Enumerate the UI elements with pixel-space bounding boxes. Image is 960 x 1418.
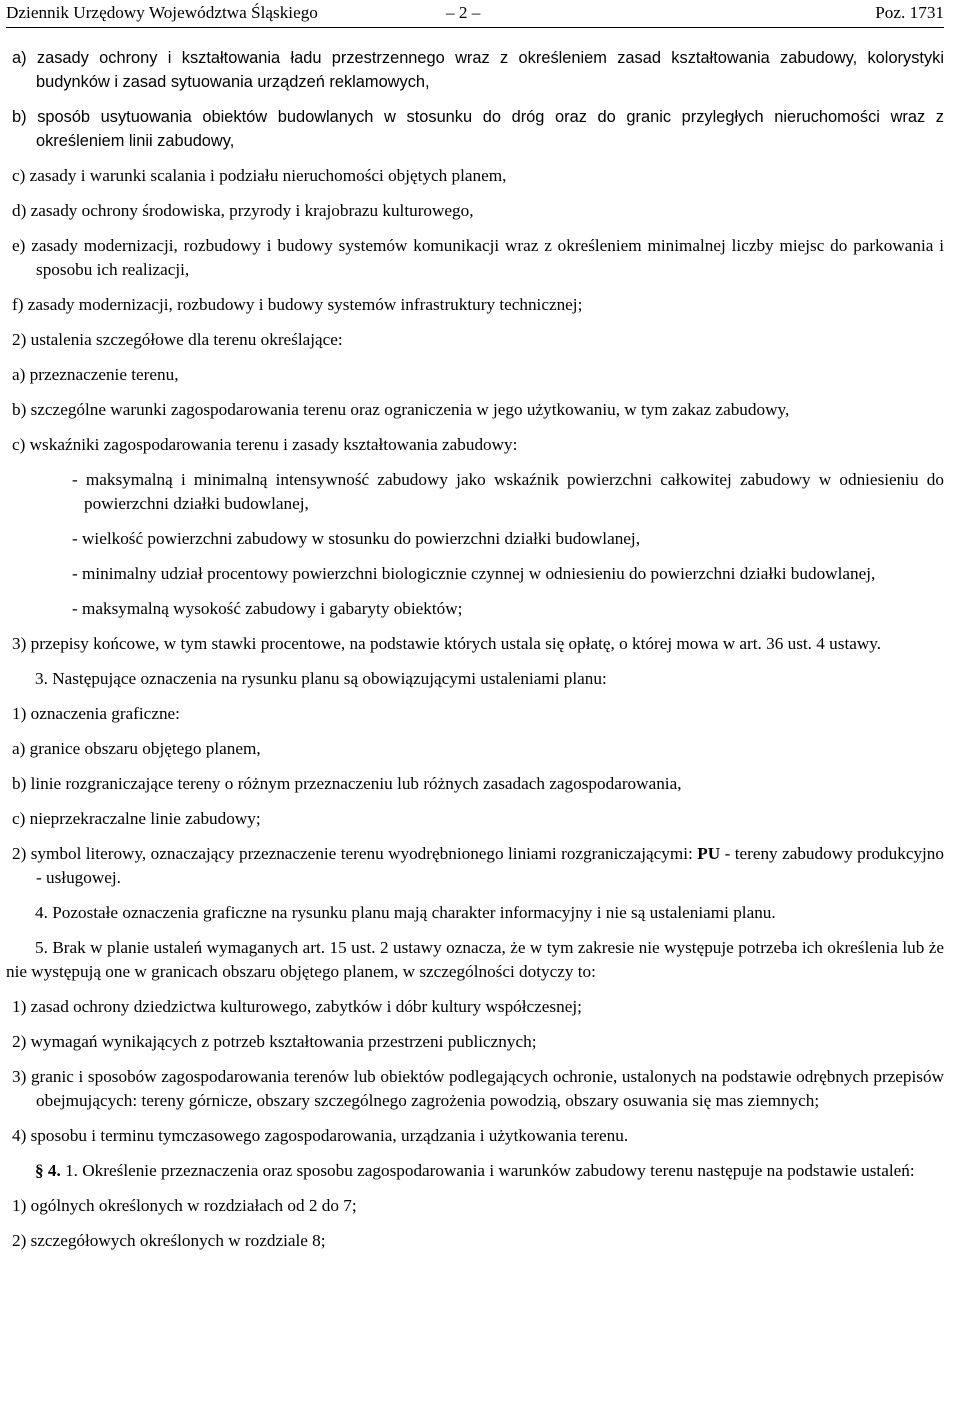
list-item: c) wskaźniki zagospodarowania terenu i zasady kształtowania zabudowy: xyxy=(12,435,518,454)
dash-item: - minimalny udział procentowy powierzchni biologicznie czynnej w odniesieniu do powierzchni działki budowlanej, xyxy=(72,564,876,583)
symbol-text: 2) symbol literowy, oznaczający przeznaczenie terenu wyodrębnionego liniami rozgraniczającymi: xyxy=(12,844,698,863)
section-paragraph xyxy=(6,1159,944,1183)
list-item: 4) sposobu i terminu tymczasowego zagospodarowania, urządzania i użytkowania terenu. xyxy=(12,1126,629,1145)
symbol-code: PU xyxy=(697,844,721,863)
list-item: 1) ogólnych określonych w rozdziałach od 2 do 7; xyxy=(12,1196,357,1215)
paragraph-text: 1. Określenie przeznaczenia oraz sposobu zagospodarowania i warunków zabudowy terenu następuje na podstawie ustaleń: xyxy=(60,1161,915,1180)
section-paragraph: 3. Następujące oznaczenia na rysunku planu są obowiązującymi ustaleniami planu: xyxy=(35,669,607,688)
list-item: b) sposób usytuowania obiektów budowlanych w stosunku do dróg oraz do granic przyległych nieruchomości wraz z określeniem linii zabudowy, xyxy=(12,108,944,150)
page-header xyxy=(6,0,944,28)
list-item: c) nieprzekraczalne linie zabudowy; xyxy=(12,809,261,828)
list-item: 3) przepisy końcowe, w tym stawki procentowe, na podstawie których ustala się opłatę, o której mowa w art. 36 ust. 4 ustawy. xyxy=(12,634,882,653)
section-paragraph: 4. Pozostałe oznaczenia graficzne na rysunku planu mają charakter informacyjny i nie są ustaleniami planu. xyxy=(35,903,776,922)
list-item xyxy=(6,842,944,890)
list-item: 1) zasad ochrony dziedzictwa kulturowego, zabytków i dóbr kultury współczesnej; xyxy=(12,997,582,1016)
list-item: f) zasady modernizacji, rozbudowy i budowy systemów infrastruktury technicznej; xyxy=(12,295,583,314)
list-item: a) przeznaczenie terenu, xyxy=(12,365,179,384)
dash-item: - maksymalną i minimalną intensywność zabudowy jako wskaźnik powierzchni całkowitej zabudowy w odniesieniu do powierzchni działki budowlanej, xyxy=(72,470,944,513)
dash-item: - wielkość powierzchni zabudowy w stosunku do powierzchni działki budowlanej, xyxy=(72,529,641,548)
list-item: e) zasady modernizacji, rozbudowy i budowy systemów komunikacji wraz z określeniem minimalnej liczby miejsc do parkowania i sposobu ich realizacji, xyxy=(12,236,944,279)
symbol-description: - tereny zabudowy produkcyjno - usługowej. xyxy=(36,844,944,887)
list-item: b) szczególne warunki zagospodarowania terenu oraz ograniczenia w jego użytkowaniu, w tym zakaz zabudowy, xyxy=(12,400,790,419)
section-paragraph: 5. Brak w planie ustaleń wymaganych art. 15 ust. 2 ustawy oznacza, że w tym zakresie nie występuje potrzeba ich określenia lub że nie występują one w granicach obszaru objętego planem, w szczególności dotyczy to: xyxy=(6,938,944,981)
journal-title: Dziennik Urzędowy Województwa Śląskiego xyxy=(6,3,318,22)
dash-item: - maksymalną wysokość zabudowy i gabaryty obiektów; xyxy=(72,599,463,618)
list-item: 1) oznaczenia graficzne: xyxy=(12,704,180,723)
list-item: 2) ustalenia szczegółowe dla terenu określające: xyxy=(12,330,343,349)
page-number: – 2 – xyxy=(446,3,481,22)
list-item: a) granice obszaru objętego planem, xyxy=(12,739,261,758)
list-item: 3) granic i sposobów zagospodarowania terenów lub obiektów podlegających ochronie, ustalonych na podstawie odrębnych przepisów obejmujących: tereny górnicze, obszary szczególnego zagrożenia powodzią, obszary osuwania się mas ziemnych; xyxy=(12,1067,944,1110)
list-item: 2) wymagań wynikających z potrzeb kształtowania przestrzeni publicznych; xyxy=(12,1032,537,1051)
list-item: b) linie rozgraniczające tereny o różnym przeznaczeniu lub różnych zasadach zagospodarowania, xyxy=(12,774,682,793)
paragraph-mark: § 4. xyxy=(35,1161,61,1180)
list-item: 2) szczegółowych określonych w rozdziale 8; xyxy=(12,1231,326,1250)
list-item: c) zasady i warunki scalania i podziału nieruchomości objętych planem, xyxy=(12,166,507,185)
list-item: d) zasady ochrony środowiska, przyrody i krajobrazu kulturowego, xyxy=(12,201,474,220)
position-number: Poz. 1731 xyxy=(875,3,944,22)
list-item: a) zasady ochrony i kształtowania ładu przestrzennego wraz z określeniem zasad kształtowania zabudowy, kolorystyki budynków i zasad sytuowania urządzeń reklamowych, xyxy=(12,49,944,91)
